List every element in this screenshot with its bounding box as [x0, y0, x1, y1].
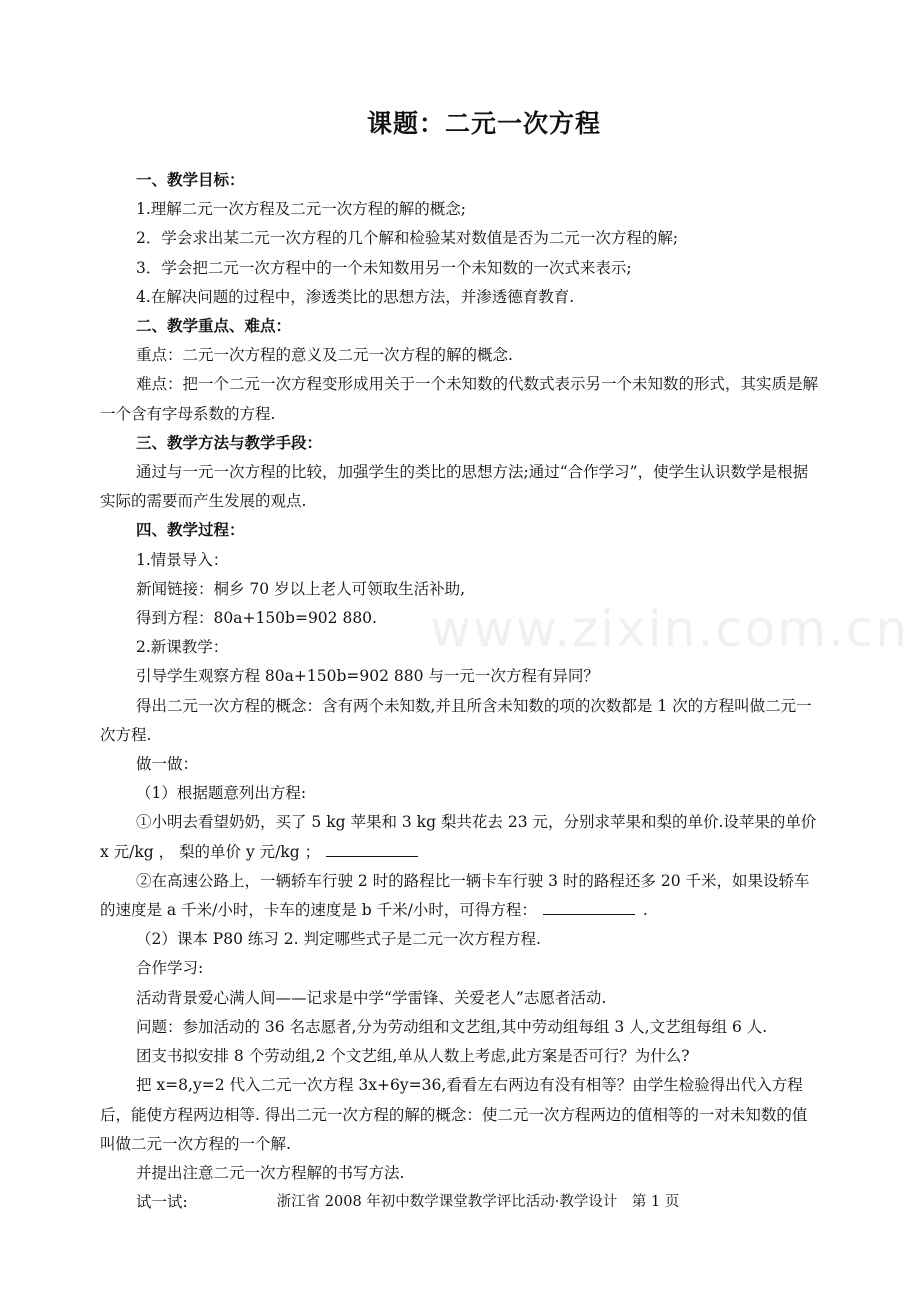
paragraph: 通过与一元一次方程的比较，加强学生的类比的思想方法;通过“合作学习”，使学生认识数学是根据实际的需要而产生发展的观点. — [100, 463, 809, 511]
paragraph — [100, 867, 822, 925]
section-heading-methods: 三、教学方法与教学手段： — [136, 433, 323, 452]
paragraph: （2）课本 P80 练习 2. 判定哪些式子是二元一次方程方程. — [136, 930, 541, 949]
paragraph: 试一试: — [136, 1193, 188, 1212]
paragraph: 得出二元一次方程的概念：含有两个未知数,并且所含未知数的项的次数都是 1 次的方程叫做二元一次方程. — [100, 696, 812, 744]
document-body — [100, 166, 822, 1217]
paragraph: （1）根据题意列出方程: — [136, 784, 307, 803]
paragraph: 1.理解二元一次方程及二元一次方程的解的概念; — [136, 200, 467, 219]
paragraph: 重点：二元一次方程的意义及二元一次方程的解的概念. — [136, 346, 513, 365]
section-heading-objectives: 一、教学目标： — [136, 171, 245, 189]
paragraph: 并提出注意二元一次方程解的书写方法. — [136, 1163, 405, 1182]
paragraph: 难点：把一个二元一次方程变形成用关于一个未知数的代数式表示另一个未知数的形式，其实质是解一个含有字母系数的方程. — [100, 375, 819, 423]
paragraph: 团支书拟安排 8 个劳动组,2 个文艺组,单从人数上考虑,此方案是否可行？为什么? — [136, 1047, 690, 1066]
paragraph: 把 x=8,y=2 代入二元一次方程 3x+6y=36,看看左右两边有没有相等？由学生检验得出代入方程后，能使方程两边相等. 得出二元一次方程的解的概念：使二元一次方程两边的值相等的一对未知数的值叫做二元一次方程的一个解. — [100, 1076, 808, 1153]
paragraph: 2.新课教学： — [136, 638, 229, 657]
paragraph: 1.情景导入： — [136, 550, 229, 569]
paragraph: 3．学会把二元一次方程中的一个未知数用另一个未知数的一次式来表示; — [136, 258, 632, 277]
paragraph: 做一做： — [136, 755, 199, 774]
paragraph: 问题：参加活动的 36 名志愿者,分为劳动组和文艺组,其中劳动组每组 3 人,文艺组每组 6 人. — [136, 1017, 768, 1036]
paragraph: 得到方程：80a+150b=902 880. — [136, 609, 377, 628]
paragraph: 新闻链接：桐乡 70 岁以上老人可领取生活补助, — [136, 579, 466, 598]
paragraph: 4.在解决问题的过程中，渗透类比的思想方法，并渗透德育教育. — [136, 287, 575, 306]
paragraph: 合作学习: — [136, 959, 204, 978]
paragraph-text: ②在高速公路上，一辆轿车行驶 2 时的路程比一辆卡车行驶 3 时的路程还多 20 千米，如果设轿车的速度是 a 千米/小时，卡车的速度是 b 千米/小时，可得方程： — [100, 871, 810, 920]
paragraph-text: . — [642, 901, 648, 920]
answer-blank — [326, 842, 418, 857]
section-heading-key-points: 二、教学重点、难点： — [136, 317, 292, 336]
page-footer: 浙江省 2008 年初中数学课堂教学评比活动·教学设计 第 1 页 — [276, 1194, 680, 1210]
paragraph: 活动背景爱心满人间——记求是中学“学雷锋、关爱老人”志愿者活动. — [136, 988, 607, 1007]
section-heading-process: 四、教学过程： — [136, 521, 245, 540]
paragraph — [100, 808, 822, 866]
answer-blank — [543, 900, 635, 915]
paragraph-text: ①小明去看望奶奶，买了 5 kg 苹果和 3 kg 梨共花去 23 元，分别求苹果和梨的单价.设苹果的单价 x 元/kg ， 梨的单价 y 元/kg ； — [100, 813, 817, 861]
page-title: 课题：二元一次方程 — [366, 109, 601, 138]
watermark: www.zixin.com.cn — [430, 600, 910, 658]
paragraph: 引导学生观察方程 80a+150b=902 880 与一元一次方程有异同？ — [136, 667, 599, 686]
paragraph: 2．学会求出某二元一次方程的几个解和检验某对数值是否为二元一次方程的解; — [136, 229, 679, 248]
